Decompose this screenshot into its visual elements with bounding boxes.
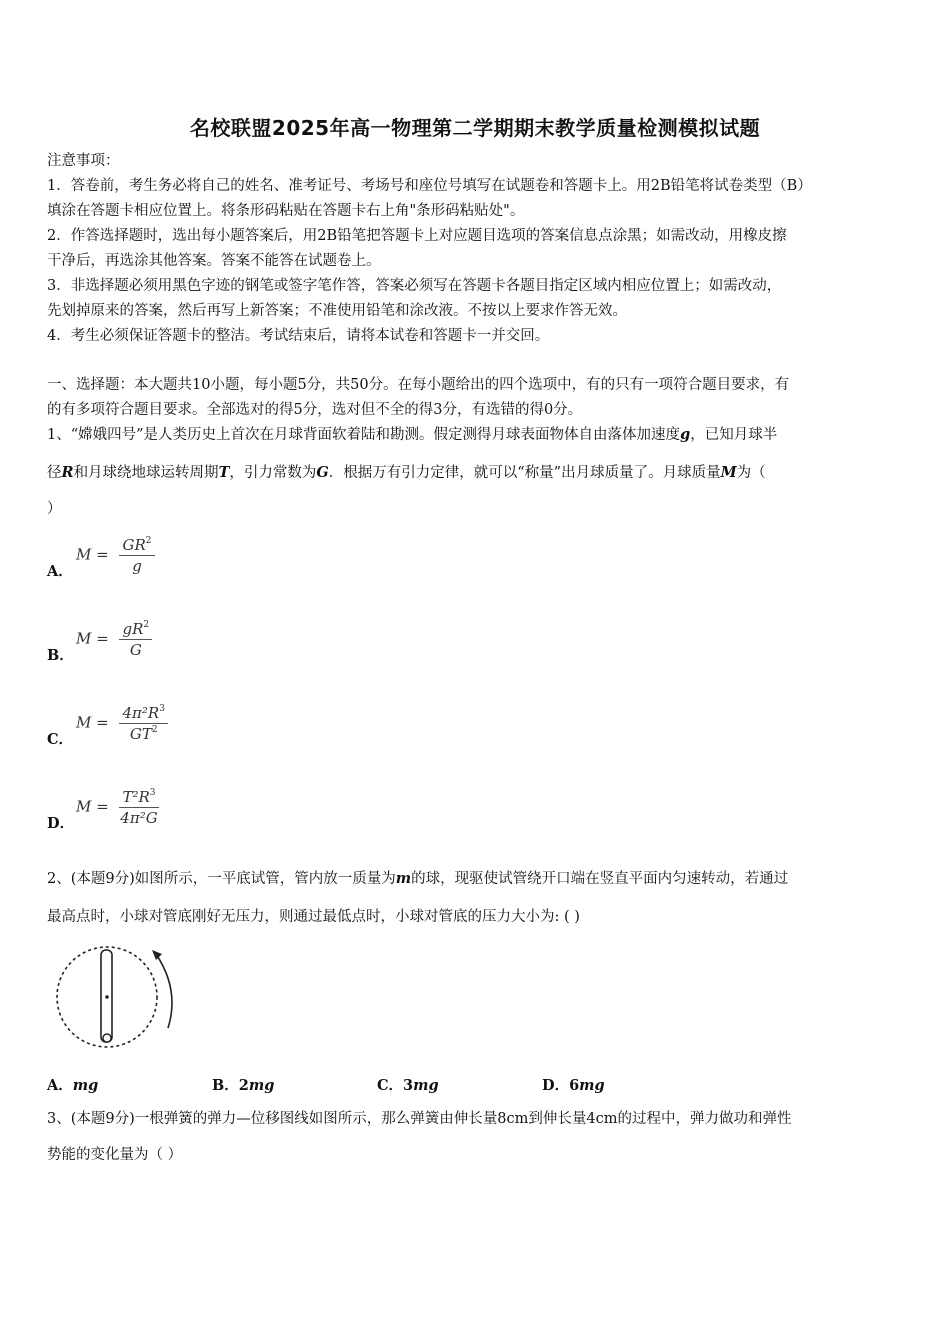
option-value: mg bbox=[413, 1077, 439, 1094]
q1-var-G: G bbox=[316, 464, 329, 481]
q1-stem-d: 和月球绕地球运转周期 bbox=[73, 465, 219, 481]
rotation-arrow-icon bbox=[156, 954, 172, 1028]
numerator-text: gR bbox=[122, 620, 144, 638]
arrow-head-icon bbox=[152, 950, 162, 960]
notice-item-2b: 干净后，再选涂其他答案。答案不能答在试题卷上。 bbox=[47, 253, 381, 269]
denominator bbox=[119, 724, 167, 743]
formula-lhs: M = bbox=[76, 545, 109, 564]
q1-option-c-label: C． bbox=[47, 731, 74, 748]
numerator bbox=[119, 620, 152, 640]
q2-option-d bbox=[542, 1074, 605, 1095]
denominator-text: 4π²G bbox=[120, 809, 158, 827]
q1-option-a-label: A． bbox=[47, 563, 73, 580]
q1-stem-f: ．根据万有引力定律，就可以“称量”出月球质量了。月球质量 bbox=[328, 465, 721, 481]
q2-stem-line2: 最高点时，小球对管底刚好无压力，则通过最低点时，小球对管底的压力大小为: ( ) bbox=[47, 909, 580, 925]
section-heading-b: 的有多项符合题目要求。全部选对的得5分，选对但不全的得3分，有选错的得0分。 bbox=[47, 402, 583, 418]
denominator bbox=[119, 640, 152, 659]
denominator-text: G bbox=[129, 641, 142, 659]
q1-var-T: T bbox=[218, 464, 230, 481]
q1-var-R: R bbox=[61, 464, 74, 481]
q2-stem-b: 的球，现驱使试管绕开口端在竖直平面内匀速转动，若通过 bbox=[411, 871, 789, 887]
pivot-dot bbox=[105, 995, 109, 999]
numerator-text: GR bbox=[122, 536, 146, 554]
q1-option-d-label: D． bbox=[47, 815, 75, 832]
formula-lhs: M = bbox=[76, 797, 109, 816]
numerator-exp: 2 bbox=[145, 536, 152, 546]
q1-var-M: M bbox=[720, 464, 737, 481]
q1-stem-line2 bbox=[47, 464, 907, 482]
option-value: mg bbox=[72, 1077, 99, 1094]
ball bbox=[103, 1034, 111, 1042]
q1-option-a-formula bbox=[76, 536, 155, 575]
q1-stem-c: 径 bbox=[47, 465, 62, 481]
numerator-text: T²R bbox=[122, 788, 150, 806]
q1-option-c-formula bbox=[76, 704, 168, 743]
notice-item-3a: 3．非选择题必须用黑色字迹的钢笔或签字笔作答，答案必须写在答题卡各题目指定区域内相应位置上；如需改动， bbox=[47, 278, 782, 294]
q1-stem-b: ，已知月球半 bbox=[690, 427, 778, 443]
notice-item-2a: 2．作答选择题时，选出每小题答案后，用2B铅笔把答题卡上对应题目选项的答案信息点涂黑；如需改动，用橡皮擦 bbox=[47, 228, 787, 244]
q1-stem-line3: ） bbox=[47, 501, 62, 517]
denominator-exp: 2 bbox=[151, 725, 158, 735]
numerator-exp: 2 bbox=[143, 620, 150, 630]
formula-lhs: M = bbox=[76, 629, 109, 648]
fraction bbox=[119, 620, 152, 659]
denominator bbox=[119, 808, 158, 827]
denominator bbox=[119, 556, 154, 575]
option-value: mg bbox=[579, 1077, 605, 1094]
notice-item-1a: 1．答卷前，考生务必将自己的姓名、准考证号、考场号和座位号填写在试题卷和答题卡上。用2B铅笔将试卷类型（B） bbox=[47, 178, 812, 194]
notice-item-3b: 先划掉原来的答案，然后再写上新答案；不准使用铅笔和涂改液。不按以上要求作答无效。 bbox=[47, 303, 627, 319]
q1-option-d-formula bbox=[76, 788, 159, 827]
fraction bbox=[119, 536, 154, 575]
option-label: C．3 bbox=[377, 1077, 414, 1094]
numerator-exp: 3 bbox=[149, 788, 156, 798]
denominator-text: g bbox=[132, 557, 142, 575]
q2-var-m: m bbox=[395, 870, 412, 887]
q1-stem-e: ，引力常数为 bbox=[229, 465, 317, 481]
q1-option-b-label: B． bbox=[47, 647, 74, 664]
q2-option-b bbox=[212, 1074, 274, 1095]
q2-stem-a: 2、(本题9分)如图所示，一平底试管，管内放一质量为 bbox=[47, 871, 396, 887]
q1-option-b-formula bbox=[76, 620, 152, 659]
page-title: 名校联盟2025年高一物理第二学期期末教学质量检测模拟试题 bbox=[189, 116, 761, 140]
option-label: D．6 bbox=[542, 1077, 580, 1094]
q3-stem-line2: 势能的变化量为（ ） bbox=[47, 1147, 183, 1163]
q3-stem-line1: 3、(本题9分)一根弹簧的弹力—位移图线如图所示，那么弹簧由伸长量8cm到伸长量4cm的过程中，弹力做功和弹性 bbox=[47, 1111, 792, 1127]
q1-stem-g: 为（ bbox=[736, 465, 766, 481]
q2-option-c bbox=[377, 1074, 439, 1095]
formula-lhs: M = bbox=[76, 713, 109, 732]
option-value: mg bbox=[248, 1077, 275, 1094]
rotating-tube-diagram bbox=[52, 940, 182, 1052]
numerator-text: 4π²R bbox=[122, 704, 160, 722]
numerator bbox=[119, 788, 158, 808]
q2-option-a bbox=[47, 1074, 98, 1095]
numerator bbox=[119, 704, 167, 724]
notice-heading: 注意事项： bbox=[47, 153, 120, 169]
denominator-text: GT bbox=[129, 725, 152, 743]
fraction bbox=[119, 788, 158, 827]
option-label: A． bbox=[47, 1077, 73, 1094]
numerator-exp: 3 bbox=[159, 704, 165, 714]
numerator bbox=[119, 536, 154, 556]
fraction bbox=[119, 704, 167, 743]
q1-stem-line1 bbox=[47, 426, 907, 444]
q1-stem-a: 1、“嫦娥四号”是人类历史上首次在月球背面软着陆和勘测。假定测得月球表面物体自由落体加速度 bbox=[47, 427, 681, 443]
section-heading-a: 一、选择题：本大题共10小题，每小题5分，共50分。在每小题给出的四个选项中，有的只有一项符合题目要求，有 bbox=[47, 377, 790, 393]
q2-stem-line1 bbox=[47, 870, 907, 888]
notice-item-4: 4．考生必须保证答题卡的整洁。考试结束后，请将本试卷和答题卡一并交回。 bbox=[47, 328, 550, 344]
option-label: B．2 bbox=[212, 1077, 249, 1094]
notice-item-1b: 填涂在答题卡相应位置上。将条形码粘贴在答题卡右上角"条形码粘贴处"。 bbox=[47, 203, 525, 219]
q1-var-g: g bbox=[680, 426, 691, 443]
